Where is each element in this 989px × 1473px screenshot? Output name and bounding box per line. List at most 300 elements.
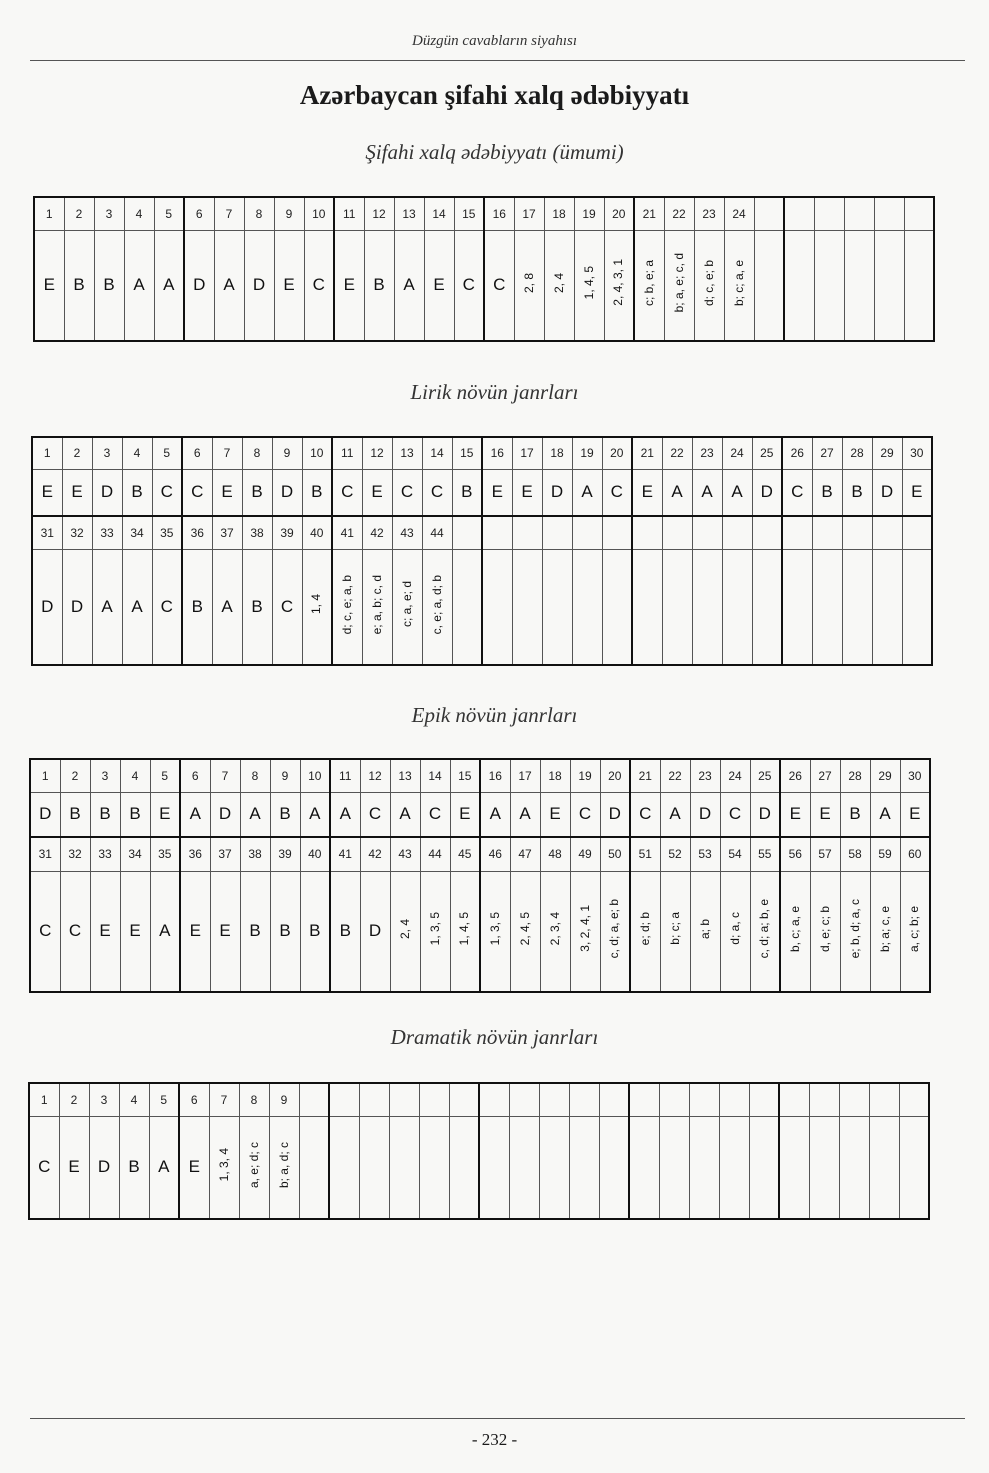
question-number-cell: 18 [544, 197, 574, 230]
question-number-cell [539, 1083, 569, 1116]
question-number-cell: 8 [244, 197, 274, 230]
question-number-cell: 39 [272, 516, 302, 549]
answer-cell: C [422, 469, 452, 516]
question-number-cell [779, 1083, 809, 1116]
question-number-cell: 5 [154, 197, 184, 230]
answer-cell: E [902, 469, 932, 516]
question-number-cell [904, 197, 934, 230]
answer-cell: D [89, 1116, 119, 1219]
question-number-cell [809, 1083, 839, 1116]
answer-text: c, d; a, e; b [607, 899, 622, 959]
answer-cell: A [870, 792, 900, 837]
question-number-cell: 27 [810, 759, 840, 792]
question-number-cell: 13 [394, 197, 424, 230]
answer-cell [844, 230, 874, 341]
answer-text: c; b, e; a [641, 259, 656, 306]
answer-cell [810, 871, 840, 992]
question-number-cell: 30 [902, 437, 932, 469]
answer-cell: B [270, 871, 300, 992]
question-number-cell: 9 [270, 759, 300, 792]
answer-cell: A [572, 469, 602, 516]
question-number-cell: 11 [332, 437, 362, 469]
question-number-cell: 4 [120, 759, 150, 792]
question-number-cell: 36 [180, 837, 210, 871]
answer-cell: E [512, 469, 542, 516]
answer-cell [724, 230, 754, 341]
answer-cell [692, 549, 722, 665]
answer-cell [480, 871, 510, 992]
answer-row [30, 871, 930, 992]
answer-cell: C [304, 230, 334, 341]
question-number-cell: 6 [179, 1083, 209, 1116]
answer-cell: D [184, 230, 214, 341]
question-number-cell: 12 [362, 437, 392, 469]
answer-text: c; a, e; d [399, 581, 414, 628]
answer-cell [574, 230, 604, 341]
answer-text: 2, 4 [551, 272, 566, 293]
question-number-cell [872, 516, 902, 549]
question-number-cell: 34 [120, 837, 150, 871]
answer-cell: A [660, 792, 690, 837]
answer-cell [392, 549, 422, 665]
question-number-cell [449, 1083, 479, 1116]
answer-cell: B [242, 469, 272, 516]
answer-cell: C [60, 871, 90, 992]
question-number-cell: 10 [300, 759, 330, 792]
answer-cell [422, 549, 452, 665]
answer-cell [872, 549, 902, 665]
question-number-row [30, 759, 930, 792]
question-number-cell: 2 [59, 1083, 89, 1116]
answer-cell: A [394, 230, 424, 341]
answer-cell: E [450, 792, 480, 837]
answer-cell: B [270, 792, 300, 837]
answer-text: b; c; a [667, 912, 682, 946]
question-number-cell: 52 [660, 837, 690, 871]
question-number-cell: 4 [124, 197, 154, 230]
question-number-cell: 16 [484, 197, 514, 230]
answer-cell [419, 1116, 449, 1219]
answer-text: a, e; d; c [246, 1141, 261, 1188]
answer-cell [602, 549, 632, 665]
question-number-cell [722, 516, 752, 549]
answer-cell: D [272, 469, 302, 516]
section-title-epik: Epik növün janrları [411, 703, 578, 727]
answer-cell: E [34, 230, 64, 341]
question-number-cell: 12 [360, 759, 390, 792]
question-number-cell [512, 516, 542, 549]
answer-cell [720, 871, 750, 992]
question-number-cell [784, 197, 814, 230]
answer-cell [359, 1116, 389, 1219]
answer-text: e; a, b; c, d [369, 574, 384, 634]
answer-text: 2, 8 [521, 272, 536, 293]
answer-table-umumi [33, 196, 935, 342]
answer-cell [809, 1116, 839, 1219]
answer-cell: C [484, 230, 514, 341]
answer-cell [900, 871, 930, 992]
question-number-cell: 3 [89, 1083, 119, 1116]
question-number-cell: 33 [90, 837, 120, 871]
answer-text: 1, 4 [309, 594, 324, 615]
answer-cell: E [424, 230, 454, 341]
question-number-row [32, 437, 932, 469]
answer-cell: C [272, 549, 302, 665]
answer-cell [332, 549, 362, 665]
question-number-cell: 43 [390, 837, 420, 871]
answer-cell: E [90, 871, 120, 992]
answer-cell [482, 549, 512, 665]
answer-cell [389, 1116, 419, 1219]
question-number-cell: 8 [242, 437, 272, 469]
question-number-cell [452, 516, 482, 549]
question-number-cell [814, 197, 844, 230]
answer-cell [544, 230, 574, 341]
answer-cell: D [360, 871, 390, 992]
answer-table-lirik [31, 436, 933, 666]
question-number-cell: 41 [330, 837, 360, 871]
answer-cell [569, 1116, 599, 1219]
question-number-cell: 10 [304, 197, 334, 230]
answer-cell: B [240, 871, 270, 992]
page-title: Azərbaycan şifahi xalq ədəbiyyatı [299, 80, 690, 110]
answer-cell [239, 1116, 269, 1219]
question-number-cell [902, 516, 932, 549]
question-number-cell: 25 [752, 437, 782, 469]
answer-cell: B [119, 1116, 149, 1219]
question-number-cell: 8 [239, 1083, 269, 1116]
question-number-cell: 1 [34, 197, 64, 230]
question-number-cell: 23 [690, 759, 720, 792]
answer-cell [750, 871, 780, 992]
answer-cell [749, 1116, 779, 1219]
answer-cell [630, 871, 660, 992]
answer-cell: E [632, 469, 662, 516]
answer-cell: A [722, 469, 752, 516]
answer-cell: A [300, 792, 330, 837]
answer-cell [632, 549, 662, 665]
section-title-lirik: Lirik növün janrları [410, 380, 579, 404]
answer-cell: E [900, 792, 930, 837]
footer-rule [30, 1418, 965, 1419]
answer-cell: C [182, 469, 212, 516]
answer-cell [572, 549, 602, 665]
answer-cell: E [180, 871, 210, 992]
answer-cell: C [602, 469, 632, 516]
answer-cell: A [214, 230, 244, 341]
answer-cell [782, 549, 812, 665]
question-number-cell: 17 [514, 197, 544, 230]
question-number-cell: 25 [750, 759, 780, 792]
answer-cell: A [150, 871, 180, 992]
answer-cell: E [150, 792, 180, 837]
question-number-cell [299, 1083, 329, 1116]
question-number-cell [812, 516, 842, 549]
answer-cell: C [720, 792, 750, 837]
question-number-cell: 29 [872, 437, 902, 469]
question-number-cell [599, 1083, 629, 1116]
question-number-cell: 31 [32, 516, 62, 549]
question-number-cell: 16 [482, 437, 512, 469]
answer-cell [299, 1116, 329, 1219]
answer-cell [690, 871, 720, 992]
question-number-cell: 24 [724, 197, 754, 230]
question-number-cell [542, 516, 572, 549]
question-number-cell: 21 [632, 437, 662, 469]
question-number-cell: 22 [662, 437, 692, 469]
answer-cell: A [149, 1116, 179, 1219]
answer-cell: A [180, 792, 210, 837]
answer-text: d; a, c [727, 912, 742, 946]
answer-cell: B [182, 549, 212, 665]
answer-row [32, 549, 932, 665]
answer-cell: D [210, 792, 240, 837]
answer-cell: C [454, 230, 484, 341]
answer-cell: E [32, 469, 62, 516]
question-number-cell: 30 [900, 759, 930, 792]
question-number-cell: 26 [782, 437, 812, 469]
answer-cell [420, 871, 450, 992]
answer-cell [479, 1116, 509, 1219]
question-number-cell: 54 [720, 837, 750, 871]
answer-cell: E [780, 792, 810, 837]
question-number-cell: 57 [810, 837, 840, 871]
answer-cell: D [542, 469, 572, 516]
answer-text: 1, 4, 5 [457, 912, 472, 946]
answer-cell: C [360, 792, 390, 837]
answer-cell [510, 871, 540, 992]
answer-cell: E [59, 1116, 89, 1219]
question-number-cell: 9 [274, 197, 304, 230]
answer-cell [869, 1116, 899, 1219]
answer-cell [812, 549, 842, 665]
question-number-cell: 35 [152, 516, 182, 549]
answer-cell: E [482, 469, 512, 516]
answer-cell: E [62, 469, 92, 516]
question-number-cell [479, 1083, 509, 1116]
answer-cell [840, 871, 870, 992]
answer-text: 3, 2, 4, 1 [577, 905, 592, 953]
answer-cell: C [782, 469, 812, 516]
question-number-cell [782, 516, 812, 549]
question-number-cell [389, 1083, 419, 1116]
question-number-cell: 17 [510, 759, 540, 792]
question-number-cell: 51 [630, 837, 660, 871]
answer-cell [839, 1116, 869, 1219]
header-rule [30, 60, 965, 61]
question-number-cell: 24 [720, 759, 750, 792]
question-number-cell: 14 [422, 437, 452, 469]
question-number-cell: 45 [450, 837, 480, 871]
question-number-cell: 34 [122, 516, 152, 549]
question-number-cell: 58 [840, 837, 870, 871]
question-number-cell: 7 [210, 759, 240, 792]
answer-cell: B [842, 469, 872, 516]
question-number-cell: 32 [60, 837, 90, 871]
question-number-cell [689, 1083, 719, 1116]
running-title: Düzgün cavabların siyahısı [412, 33, 577, 49]
question-number-cell: 48 [540, 837, 570, 871]
answer-cell [870, 871, 900, 992]
answer-cell: A [692, 469, 722, 516]
answer-cell: E [212, 469, 242, 516]
answer-cell: B [452, 469, 482, 516]
question-number-cell [482, 516, 512, 549]
answer-cell [329, 1116, 359, 1219]
question-number-cell: 4 [119, 1083, 149, 1116]
question-number-cell [572, 516, 602, 549]
question-number-cell: 2 [60, 759, 90, 792]
answer-cell [542, 549, 572, 665]
answer-text: d; c, e; a, b [339, 574, 354, 634]
answer-cell: A [510, 792, 540, 837]
answer-cell [629, 1116, 659, 1219]
answer-cell: E [274, 230, 304, 341]
answer-cell: E [210, 871, 240, 992]
question-number-cell: 36 [182, 516, 212, 549]
answer-cell: B [120, 792, 150, 837]
question-number-cell: 56 [780, 837, 810, 871]
question-number-cell: 15 [452, 437, 482, 469]
question-number-cell: 19 [574, 197, 604, 230]
answer-cell [899, 1116, 929, 1219]
answer-cell: B [302, 469, 332, 516]
answer-cell: D [872, 469, 902, 516]
question-number-cell: 6 [182, 437, 212, 469]
answer-cell [784, 230, 814, 341]
question-number-cell: 1 [32, 437, 62, 469]
answer-text: b; a; c, e [877, 905, 892, 952]
answer-cell [570, 871, 600, 992]
question-number-cell [874, 197, 904, 230]
question-number-cell: 32 [62, 516, 92, 549]
question-number-cell: 39 [270, 837, 300, 871]
answer-cell [450, 871, 480, 992]
answer-row [29, 1116, 929, 1219]
answer-cell [779, 1116, 809, 1219]
question-number-cell [602, 516, 632, 549]
question-number-cell: 20 [604, 197, 634, 230]
answer-cell: B [122, 469, 152, 516]
answer-cell [634, 230, 664, 341]
question-number-cell: 24 [722, 437, 752, 469]
question-number-cell: 7 [209, 1083, 239, 1116]
question-number-cell: 5 [152, 437, 182, 469]
question-number-cell: 40 [302, 516, 332, 549]
question-number-cell: 11 [330, 759, 360, 792]
answer-cell [904, 230, 934, 341]
answer-text: d; c, e; b [701, 259, 716, 306]
question-number-cell [509, 1083, 539, 1116]
question-number-cell: 15 [450, 759, 480, 792]
answer-cell [540, 871, 570, 992]
answer-cell: E [120, 871, 150, 992]
question-number-cell: 6 [180, 759, 210, 792]
answer-text: b; a, d; c [276, 1141, 291, 1188]
answer-cell: E [810, 792, 840, 837]
question-number-cell: 3 [92, 437, 122, 469]
question-number-cell [632, 516, 662, 549]
answer-cell: D [752, 469, 782, 516]
question-number-cell: 14 [424, 197, 454, 230]
answer-cell: B [64, 230, 94, 341]
question-number-cell: 26 [780, 759, 810, 792]
answer-cell [662, 549, 692, 665]
question-number-cell: 33 [92, 516, 122, 549]
answer-text: e; d; b [637, 912, 652, 946]
answer-cell: B [330, 871, 360, 992]
question-number-cell: 49 [570, 837, 600, 871]
question-number-cell: 46 [480, 837, 510, 871]
answer-text: b, c; a, e [787, 905, 802, 952]
question-number-cell [662, 516, 692, 549]
question-number-cell [869, 1083, 899, 1116]
answer-cell [600, 871, 630, 992]
answer-cell [814, 230, 844, 341]
answer-cell: D [92, 469, 122, 516]
question-number-cell: 37 [212, 516, 242, 549]
question-number-cell: 41 [332, 516, 362, 549]
answer-cell: C [420, 792, 450, 837]
answer-cell [694, 230, 724, 341]
question-number-cell: 44 [420, 837, 450, 871]
question-number-cell: 9 [272, 437, 302, 469]
answer-cell [514, 230, 544, 341]
question-number-cell: 23 [694, 197, 724, 230]
answer-cell: E [540, 792, 570, 837]
answer-row [30, 792, 930, 837]
question-number-cell: 13 [392, 437, 422, 469]
question-number-cell [569, 1083, 599, 1116]
question-number-cell: 44 [422, 516, 452, 549]
answer-cell: C [630, 792, 660, 837]
answer-cell [362, 549, 392, 665]
question-number-cell: 21 [630, 759, 660, 792]
question-number-cell: 43 [392, 516, 422, 549]
answer-cell: A [330, 792, 360, 837]
answer-cell: D [30, 792, 60, 837]
question-number-cell [749, 1083, 779, 1116]
answer-row [34, 230, 934, 341]
answer-text: 2, 3, 4 [547, 912, 562, 946]
answer-cell [390, 871, 420, 992]
answer-cell [452, 549, 482, 665]
question-number-cell [629, 1083, 659, 1116]
answer-cell: A [122, 549, 152, 665]
answer-cell: C [152, 549, 182, 665]
question-number-cell: 2 [62, 437, 92, 469]
answer-cell [449, 1116, 479, 1219]
question-number-cell: 8 [240, 759, 270, 792]
question-number-cell: 10 [302, 437, 332, 469]
question-number-cell: 29 [870, 759, 900, 792]
question-number-cell: 40 [300, 837, 330, 871]
question-number-cell [659, 1083, 689, 1116]
answer-text: 1, 4, 5 [581, 266, 596, 300]
answer-cell [512, 549, 542, 665]
question-number-cell: 28 [840, 759, 870, 792]
question-number-cell [842, 516, 872, 549]
answer-cell: A [240, 792, 270, 837]
answer-cell: A [124, 230, 154, 341]
answer-cell [660, 871, 690, 992]
answer-cell: A [480, 792, 510, 837]
answer-cell [780, 871, 810, 992]
answer-cell [722, 549, 752, 665]
answer-cell: A [212, 549, 242, 665]
question-number-cell [329, 1083, 359, 1116]
question-number-cell: 23 [692, 437, 722, 469]
